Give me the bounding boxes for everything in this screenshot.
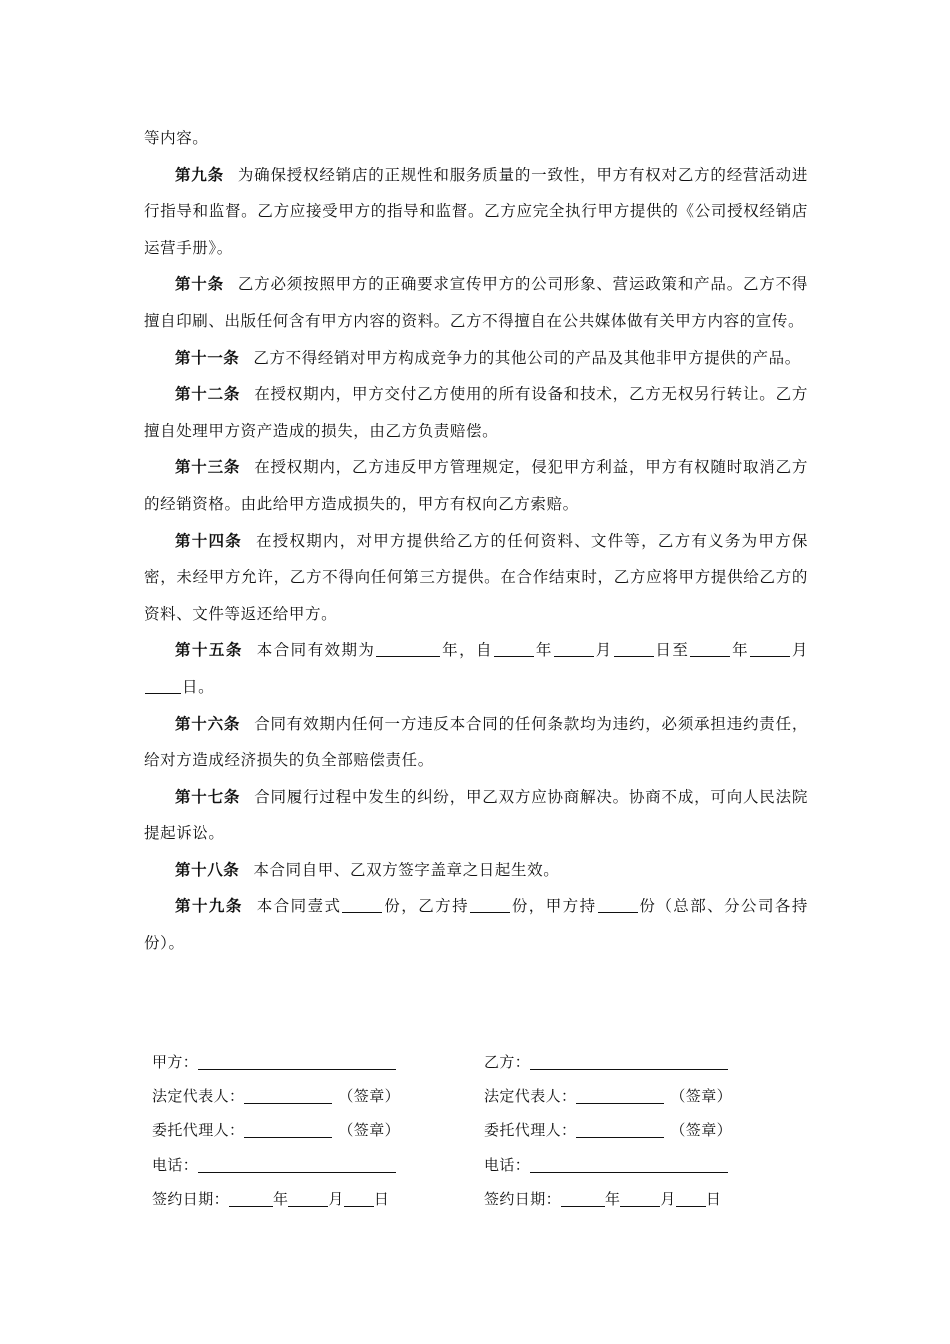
party-a-name-line[interactable] bbox=[198, 1054, 396, 1070]
article-10 bbox=[144, 266, 808, 339]
article-text: 份（总部、分公司各持份）。 bbox=[144, 897, 808, 953]
article-13 bbox=[144, 449, 808, 522]
article-text: 份，乙方持 bbox=[383, 897, 470, 916]
article-text: 年，自 bbox=[441, 641, 493, 660]
article-label: 第十七条 bbox=[175, 786, 241, 806]
party-a-label: 甲方： bbox=[152, 1053, 199, 1071]
party-b-month-line[interactable] bbox=[620, 1191, 660, 1207]
article-label: 第十五条 bbox=[175, 640, 243, 660]
article-text: 月 bbox=[791, 641, 809, 660]
article-16 bbox=[144, 706, 808, 779]
seal-note: （签章） bbox=[670, 1087, 733, 1106]
party-b-signature-block bbox=[484, 1045, 784, 1216]
article-text: 月 bbox=[594, 641, 613, 660]
article-text: 年 bbox=[535, 641, 553, 660]
seal-note: （签章） bbox=[670, 1121, 733, 1140]
article-11 bbox=[144, 340, 808, 377]
party-a-name-row bbox=[152, 1045, 452, 1079]
phone-label: 电话： bbox=[152, 1155, 199, 1174]
party-a-phone-row bbox=[152, 1148, 452, 1182]
start-month-blank[interactable] bbox=[554, 641, 594, 658]
date-label: 签约日期： bbox=[484, 1189, 562, 1208]
party-b-day-line[interactable] bbox=[676, 1191, 706, 1207]
month-label: 月 bbox=[328, 1189, 344, 1208]
party-b-date-row bbox=[484, 1182, 784, 1216]
day-label: 日 bbox=[705, 1189, 722, 1208]
start-year-blank[interactable] bbox=[494, 641, 534, 658]
article-label: 第十条 bbox=[175, 274, 224, 294]
legal-rep-label: 法定代表人： bbox=[484, 1087, 577, 1106]
article-label: 第十六条 bbox=[175, 713, 241, 733]
article-text: 合同有效期内任何一方违反本合同的任何条款均为违约，必须承担违约责任，给对方造成经济损失的负全部赔偿责任。 bbox=[144, 714, 809, 770]
party-b-copies-blank[interactable] bbox=[470, 897, 510, 914]
party-b-rep-row bbox=[484, 1079, 784, 1113]
article-text: 年 bbox=[731, 641, 750, 660]
end-month-blank[interactable] bbox=[750, 641, 790, 658]
contract-body bbox=[144, 120, 808, 962]
party-b-rep-line[interactable] bbox=[576, 1088, 664, 1104]
article-9 bbox=[144, 157, 808, 267]
article-15 bbox=[144, 632, 808, 705]
party-b-agent-row bbox=[484, 1113, 784, 1147]
article-label: 第十二条 bbox=[175, 384, 241, 404]
year-label: 年 bbox=[273, 1189, 289, 1208]
month-label: 月 bbox=[660, 1189, 676, 1208]
article-text: 乙方不得经销对甲方构成竞争力的其他公司的产品及其他非甲方提供的产品。 bbox=[253, 348, 801, 367]
party-b-year-line[interactable] bbox=[561, 1191, 605, 1207]
party-b-name-line[interactable] bbox=[530, 1054, 728, 1070]
date-label: 签约日期： bbox=[152, 1189, 230, 1208]
party-a-agent-row bbox=[152, 1113, 452, 1147]
article-17 bbox=[144, 779, 808, 852]
party-a-signature-block bbox=[152, 1045, 452, 1216]
party-b-phone-row bbox=[484, 1148, 784, 1182]
party-a-month-line[interactable] bbox=[288, 1191, 328, 1207]
party-a-agent-line[interactable] bbox=[244, 1122, 332, 1138]
agent-label: 委托代理人： bbox=[152, 1121, 245, 1140]
article-text: 为确保授权经销店的正规性和服务质量的一致性，甲方有权对乙方的经营活动进行指导和监督。乙方应接受甲方的指导和监督。乙方应完全执行甲方提供的《公司授权经销店运营手册》。 bbox=[144, 165, 808, 257]
seal-note: （签章） bbox=[338, 1087, 401, 1106]
year-label: 年 bbox=[605, 1189, 621, 1208]
seal-note: （签章） bbox=[338, 1121, 401, 1140]
agent-label: 委托代理人： bbox=[484, 1121, 577, 1140]
article-label: 第十三条 bbox=[175, 457, 241, 477]
article-text: 合同履行过程中发生的纠纷，甲乙双方应协商解决。协商不成，可向人民法院提起诉讼。 bbox=[144, 787, 809, 843]
article-text: 在授权期内，对甲方提供给乙方的任何资料、文件等，乙方有义务为甲方保密，未经甲方允许，乙方不得向任何第三方提供。在合作结束时，乙方应将甲方提供给乙方的资料、文件等返还给甲方。 bbox=[144, 531, 808, 623]
article-12 bbox=[144, 376, 808, 449]
article-text: 份，甲方持 bbox=[511, 897, 597, 916]
party-a-copies-blank[interactable] bbox=[598, 897, 638, 914]
article-text: 本合同壹式 bbox=[256, 897, 342, 916]
intro-paragraph: 等内容。 bbox=[144, 129, 209, 147]
end-day-blank[interactable] bbox=[145, 677, 181, 694]
article-text: 日。 bbox=[182, 677, 215, 696]
party-a-rep-row bbox=[152, 1079, 452, 1113]
article-label: 第九条 bbox=[175, 164, 224, 184]
party-a-year-line[interactable] bbox=[229, 1191, 273, 1207]
party-a-day-line[interactable] bbox=[344, 1191, 374, 1207]
article-label: 第十八条 bbox=[175, 859, 240, 879]
article-18 bbox=[144, 852, 808, 889]
party-a-phone-line[interactable] bbox=[198, 1157, 396, 1173]
article-label: 第十一条 bbox=[175, 347, 240, 367]
article-19 bbox=[144, 888, 808, 961]
party-b-agent-line[interactable] bbox=[576, 1122, 664, 1138]
article-text: 乙方必须按照甲方的正确要求宣传甲方的公司形象、营运政策和产品。乙方不得擅自印刷、出版任何含有甲方内容的资料。乙方不得擅自在公共媒体做有关甲方内容的宣传。 bbox=[144, 275, 808, 330]
article-text: 日至 bbox=[654, 641, 690, 660]
party-a-date-row bbox=[152, 1182, 452, 1216]
phone-label: 电话： bbox=[484, 1155, 531, 1174]
article-text: 本合同自甲、乙双方签字盖章之日起生效。 bbox=[253, 860, 560, 879]
total-copies-blank[interactable] bbox=[342, 897, 382, 914]
term-years-blank[interactable] bbox=[376, 641, 440, 658]
legal-rep-label: 法定代表人： bbox=[152, 1087, 245, 1106]
article-text: 在授权期内，甲方交付乙方使用的所有设备和技术，乙方无权另行转让。乙方擅自处理甲方资产造成的损失，由乙方负责赔偿。 bbox=[144, 385, 809, 440]
article-label: 第十四条 bbox=[175, 530, 242, 550]
article-14 bbox=[144, 523, 808, 633]
article-text: 在授权期内，乙方违反甲方管理规定，侵犯甲方利益，甲方有权随时取消乙方的经销资格。由此给甲方造成损失的，甲方有权向乙方索赔。 bbox=[144, 458, 809, 513]
day-label: 日 bbox=[373, 1189, 390, 1208]
end-year-blank[interactable] bbox=[690, 641, 730, 658]
party-a-rep-line[interactable] bbox=[244, 1088, 332, 1104]
start-day-blank[interactable] bbox=[614, 641, 654, 658]
party-b-name-row bbox=[484, 1045, 784, 1079]
party-b-label: 乙方： bbox=[484, 1053, 531, 1071]
article-label: 第十九条 bbox=[175, 896, 243, 916]
party-b-phone-line[interactable] bbox=[530, 1157, 728, 1173]
article-text: 本合同有效期为 bbox=[256, 641, 376, 660]
